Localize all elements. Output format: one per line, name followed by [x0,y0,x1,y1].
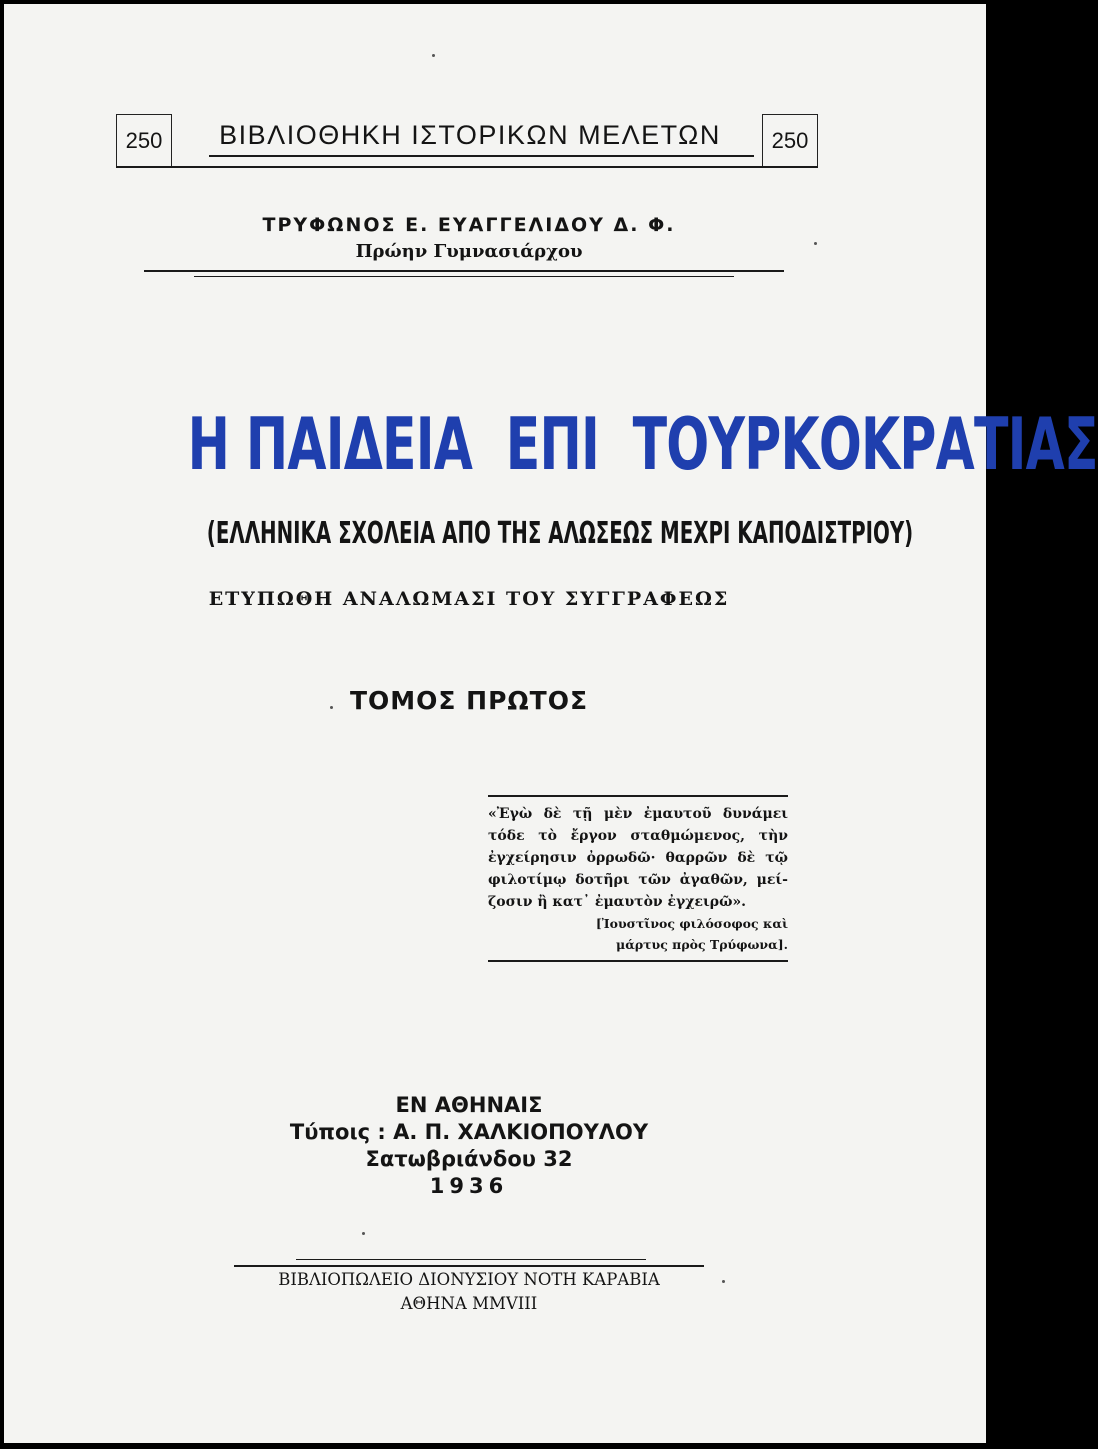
epigraph-line: τόδε τὸ ἔργον σταθμώμενος, τὴν [488,828,788,844]
author-role: Πρώην Γυμνασιάρχου [355,241,583,262]
imprint-address: Σατωβριάνδου 32 [365,1147,573,1171]
series-number-left: 250 [116,114,172,167]
epigraph-rule-top [488,795,788,797]
epigraph-source: μάρτυς πρὸς Τρύφωνα]. [616,937,788,952]
paper-speck [330,706,333,709]
series-underline-outer [116,166,818,168]
imprint-printer: Τύποις : Α. Π. ΧΑΛΚΙΟΠΟΥΛΟΥ [289,1120,649,1144]
epigraph-rule-bottom [488,960,788,962]
printed-note: ΕΤΥΠΩΘΗ ΑΝΑΛΩΜΑΣΙ ΤΟΥ ΣΥΓΓΡΑΦΕΩΣ [208,588,730,610]
book-title: Η ΠΑΙΔΕΙΑ ΕΠΙ ΤΟΥΡΚΟΚΡΑΤΙΑΣ [187,402,1098,486]
epigraph-line: φιλοτίμῳ δοτῆρι τῶν ἀγαθῶν, μεί- [488,872,788,888]
epigraph-line: «Ἐγὼ δὲ τῇ μὲν ἐμαυτοῦ δυνάμει [488,806,788,822]
volume-label: ΤΟΜΟΣ ΠΡΩΤΟΣ [349,686,589,715]
book-subtitle: (ΕΛΛΗΝΙΚΑ ΣΧΟΛΕΙΑ ΑΠΟ ΤΗΣ ΑΛΩΣΕΩΣ ΜΕΧΡΙ ΚΑΠΟΔΙΣΤΡΙΟΥ) [206,516,914,551]
reprint-publisher: ΒΙΒΛΙΟΠΩΛΕΙΟ ΔΙΟΝΥΣΙΟΥ ΝΟΤΗ ΚΑΡΑΒΙΑ [278,1270,660,1289]
imprint-city: ΕΝ ΑΘΗΝΑΙΣ [395,1093,543,1117]
footer-rule-upper [296,1259,646,1260]
epigraph [488,803,788,955]
author-rule-lower [194,276,734,277]
series-underline-inner [209,155,754,157]
paper-speck [722,1280,725,1283]
epigraph-line: ζοσιν ἢ κατ᾽ ἐμαυτὸν ἐγχειρῶ». [488,894,747,910]
paper-speck [432,54,435,57]
series-title: ΒΙΒΛΙΟΘΗΚΗ ΙΣΤΟΡΙΚΩΝ ΜΕΛΕΤΩΝ [219,120,721,150]
author-rule-upper [144,270,784,272]
footer-rule-lower [234,1265,704,1267]
imprint-year: 1936 [429,1174,509,1198]
epigraph-line: ἐγχείρησιν ὀρρωδῶ· θαρρῶν δὲ τῷ [488,850,788,866]
author-name: ΤΡΥΦΩΝΟΣ Ε. ΕΥΑΓΓΕΛΙΔΟΥ Δ. Φ. [262,214,676,236]
reprint-place-year: ΑΘΗΝΑ MMVIII [400,1294,538,1313]
series-number-right: 250 [762,114,818,167]
title-page [4,4,1098,1443]
paper-speck [814,242,817,245]
paper-speck [362,1232,365,1235]
epigraph-source: [Ἰουστῖνος φιλόσοφος καὶ [595,916,788,931]
